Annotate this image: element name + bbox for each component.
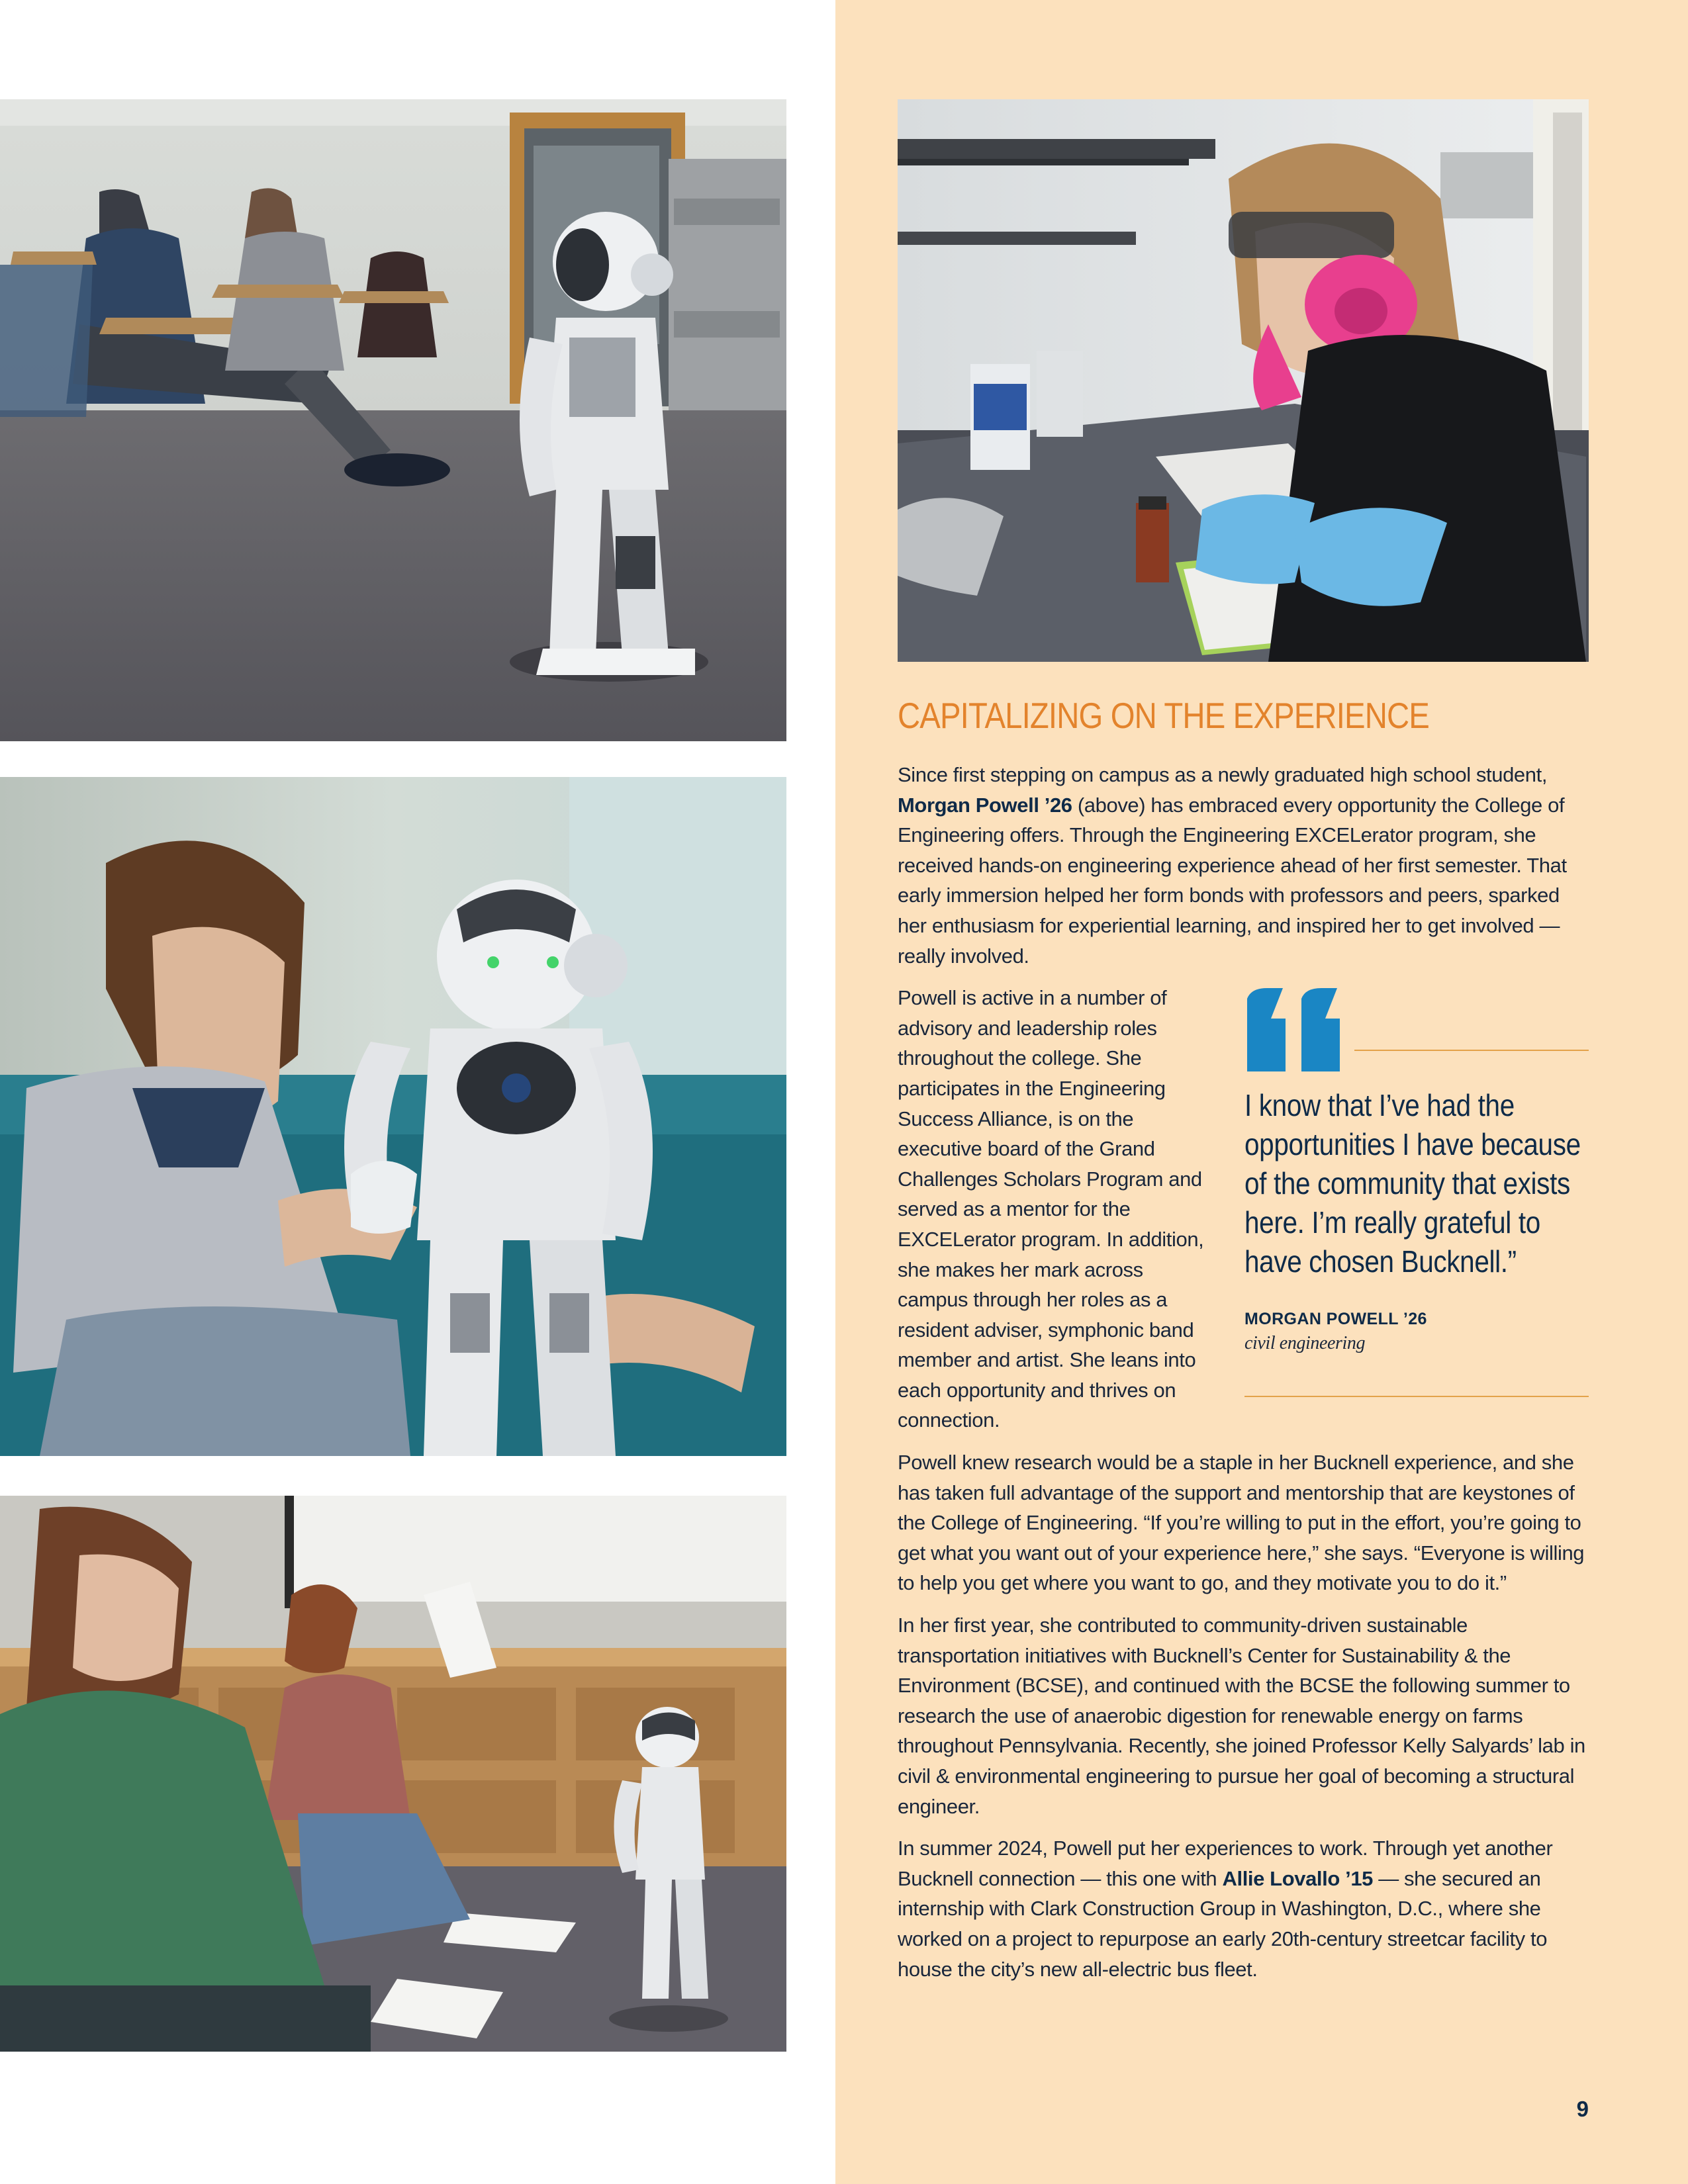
pull-quote [1244, 987, 1589, 1397]
pull-quote-line: opportunities I have because [1244, 1127, 1581, 1162]
pull-quote-attribution-name: MORGAN POWELL ’26 [1244, 1310, 1427, 1329]
paragraph-5-rest: — she secured an internship with Clark Construction Group in Washington, D.C., where she worked on a project to repurpose an early 20th-century streetcar facility to house the city’s new all-electric bus fleet. [898, 1866, 1548, 1981]
paragraph-5 [898, 1833, 1589, 1984]
paragraph-2: Powell is active in a number of advisory and leadership roles throughout the college. She participates in the Engineering Success Alliance, is on the executive board of the Grand Challenges Scholars Program and served as a mentor for the EXCELerator program. In addition, she makes her mark across campus through her roles as a resident adviser, symphonic band member and artist. She leans into each opportunity and thrives on connection. [898, 986, 1204, 1432]
photo-student-holding-robot [0, 777, 786, 1456]
page-number: 9 [1576, 2097, 1589, 2121]
pull-quote-attribution-role: civil engineering [1244, 1333, 1366, 1354]
pull-quote-line: of the community that exists [1244, 1166, 1570, 1201]
pull-quote-line: I know that I’ve had the [1244, 1088, 1515, 1123]
paragraph-1-intro: Since first stepping on campus as a newly graduated high school student, [898, 763, 1548, 786]
paragraph-3: Powell knew research would be a staple in her Bucknell experience, and she has taken full advantage of the support and mentorship that are keystones of the College of Engineering. “If you’re willing to put in the effort, you’re going to get what you want out of your experience here,” she says. “Everyone is willing to help you get where you want to go, and they motivate you to do it.” [898, 1451, 1585, 1595]
pull-quote-bottom-rule [1244, 1396, 1589, 1397]
photo-students-presenting-robot [0, 1496, 786, 2052]
paragraph-5-intro: In summer 2024, Powell put her experiences to work. Through yet another Bucknell connection — this one with [898, 1837, 1553, 1890]
alumna-name-allie-lovallo: Allie Lovallo ’15 [1222, 1866, 1374, 1890]
article-body [898, 760, 1589, 1996]
quotation-mark-icon [1244, 987, 1344, 1073]
paragraph-1 [898, 760, 1589, 971]
pull-quote-line: here. I’m really grateful to [1244, 1205, 1540, 1240]
article-heading: CAPITALIZING ON THE EXPERIENCE [898, 695, 1429, 736]
photo-student-lab-respirator [898, 99, 1589, 662]
paragraph-1-rest: (above) has embraced every opportunity the College of Engineering offers. Through the Engineering EXCELerator program, she received hands-on engineering experience ahead of her first semester. That early immersion helped her form bonds with professors and peers, sparked her enthusiasm for experiential learning, and inspired her to get involved — really involved. [898, 793, 1567, 968]
photo-classroom-robot [0, 99, 786, 741]
pull-quote-top-rule [1354, 1050, 1589, 1051]
pull-quote-text [1244, 1086, 1581, 1281]
student-name-morgan-powell: Morgan Powell ’26 [898, 793, 1072, 817]
pull-quote-line: have chosen Bucknell.” [1244, 1244, 1517, 1279]
paragraph-4: In her first year, she contributed to community-driven sustainable transportation initiatives with Bucknell’s Center for Sustainability & the Environment (BCSE), and continued with the BCSE the following summer to research the use of anaerobic digestion for renewable energy on farms throughout Pennsylvania. Recently, she joined Professor Kelly Salyards’ lab in civil & environmental engineering to pursue her goal of becoming a structural engineer. [898, 1614, 1585, 1818]
